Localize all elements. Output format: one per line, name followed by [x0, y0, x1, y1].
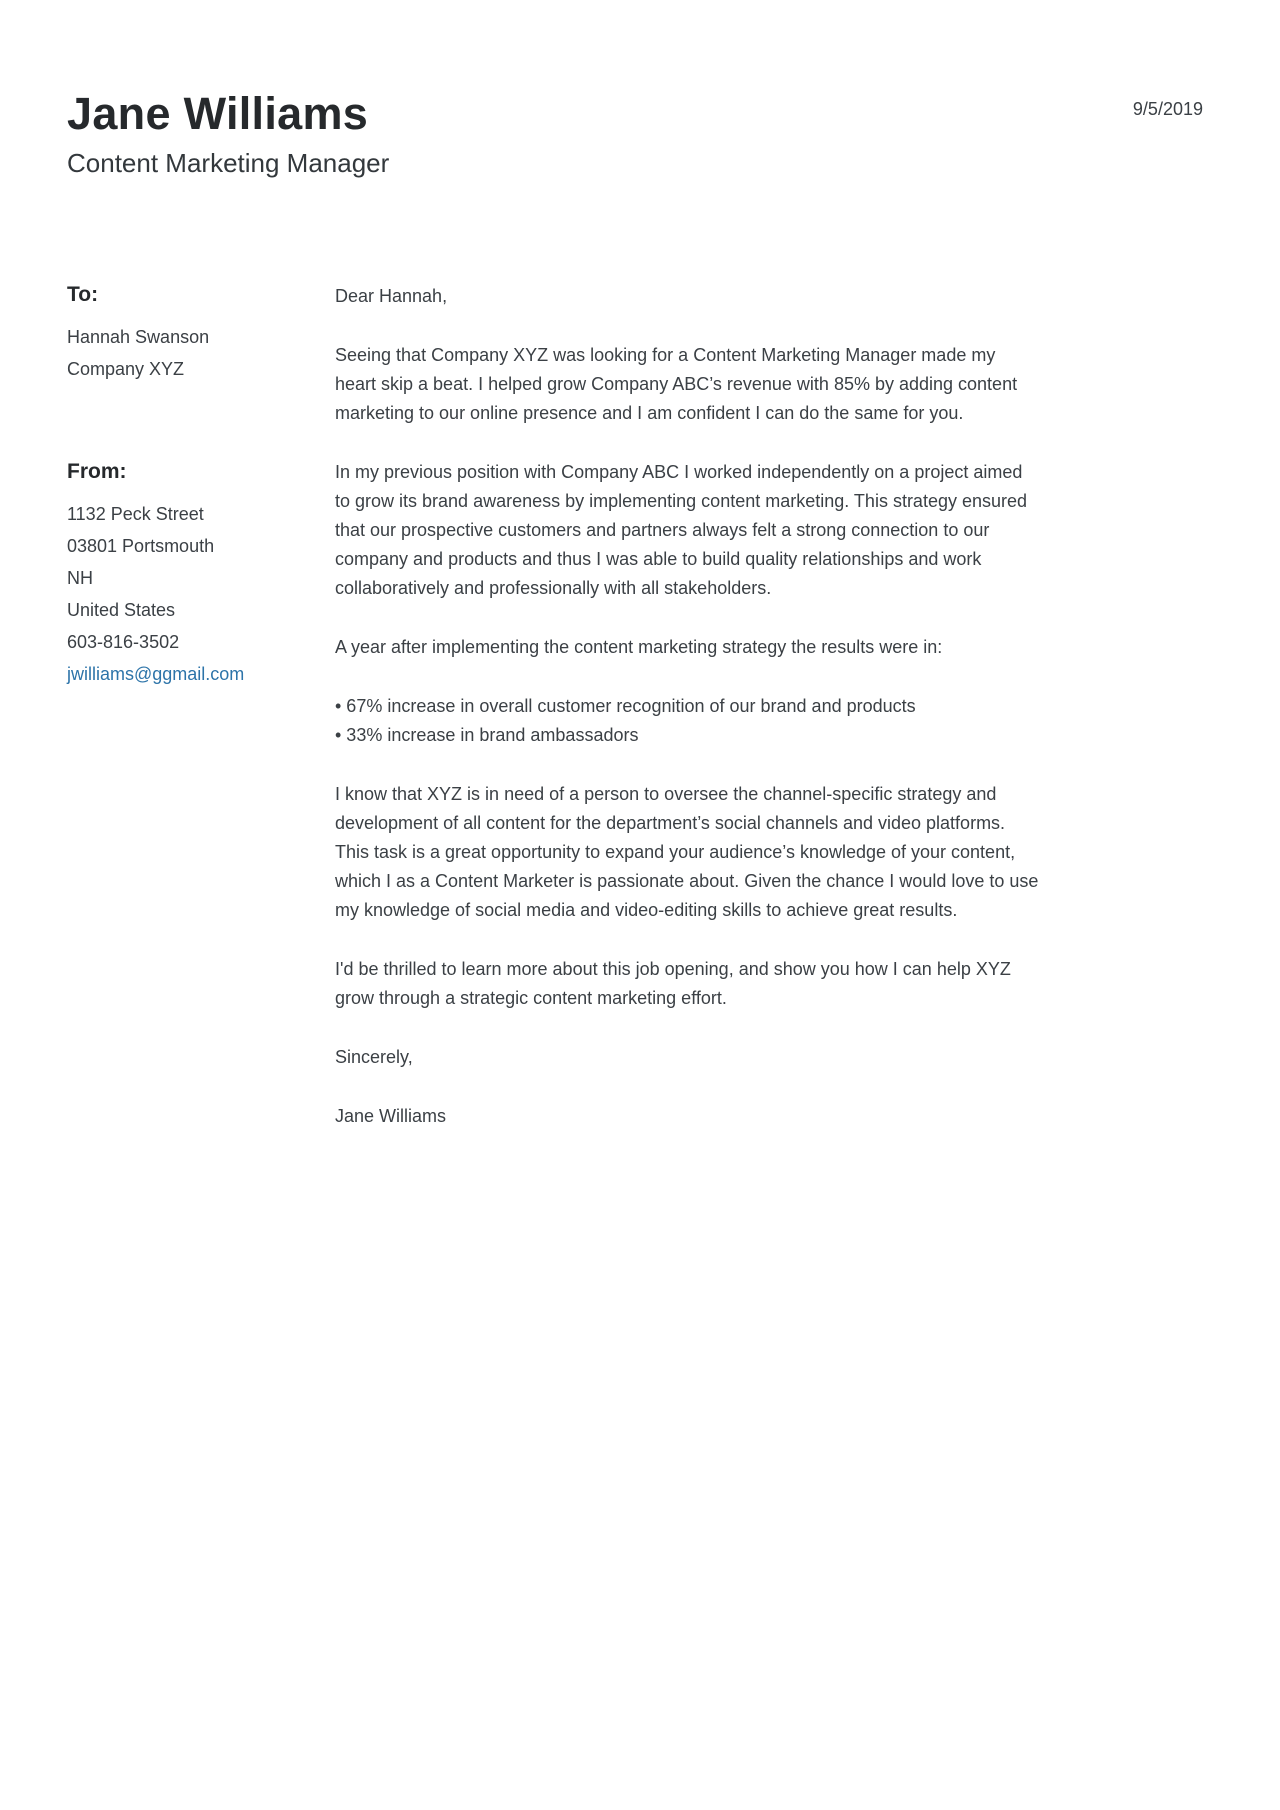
- from-label: From:: [67, 460, 127, 483]
- sender-name: Jane Williams: [67, 88, 369, 139]
- paragraph-results-intro: A year after implementing the content marketing strategy the results were in:: [335, 637, 943, 657]
- paragraph-fit: I know that XYZ is in need of a person to oversee the channel-specific strategy and development of all content for the department’s social channels and video platforms. This task is a great opportunity to expand your audience’s knowledge of your content, which I as a Content Marketer is passionate about. Given the chance I would love to use my knowledge of social media and video-editing skills to achieve great results.: [335, 784, 1039, 920]
- sender-city: 03801 Portsmouth: [67, 536, 215, 556]
- result-item: • 33% increase in brand ambassadors: [335, 725, 639, 745]
- paragraph-call-to-action: I'd be thrilled to learn more about this job opening, and show you how I can help XYZ grow through a strategic content marketing effort.: [335, 959, 1011, 1008]
- sender-block: [67, 459, 335, 690]
- address-sidebar: [67, 282, 335, 1161]
- recipient-block: [67, 282, 335, 385]
- signature: Jane Williams: [335, 1106, 447, 1126]
- paragraph-opening: Seeing that Company XYZ was looking for a Content Marketing Manager made my heart skip a beat. I helped grow Company ABC’s revenue with 85% by adding content marketing to our online presence and I am confident I can do the same for you.: [335, 345, 1018, 423]
- letter-content: [0, 282, 1280, 1161]
- letter-header: [0, 0, 1280, 178]
- salutation: Dear Hannah,: [335, 286, 448, 306]
- recipient-name: Hannah Swanson: [67, 327, 210, 347]
- letter-date: 9/5/2019: [1132, 99, 1203, 119]
- closing: Sincerely,: [335, 1047, 413, 1067]
- sender-street: 1132 Peck Street: [67, 504, 204, 524]
- paragraph-experience: In my previous position with Company ABC I worked independently on a project aimed to grow its brand awareness by implementing content marketing. This strategy ensured that our prospective customers and partners always felt a strong connection to our company and products and thus I was able to build quality relationships and work collaboratively and professionally with all stakeholders.: [335, 462, 1028, 598]
- sender-country: United States: [67, 600, 176, 620]
- sender-email-link[interactable]: jwilliams@ggmail.com: [67, 664, 245, 684]
- result-item: • 67% increase in overall customer recognition of our brand and products: [335, 696, 916, 716]
- letter-body: [335, 282, 1041, 1161]
- results-list: [335, 692, 1041, 750]
- recipient-company: Company XYZ: [67, 359, 185, 379]
- sender-state: NH: [67, 568, 93, 588]
- sender-job-title: Content Marketing Manager: [67, 148, 390, 178]
- sender-phone: 603-816-3502: [67, 632, 180, 652]
- sender-identity: [67, 88, 389, 178]
- to-label: To:: [67, 283, 99, 306]
